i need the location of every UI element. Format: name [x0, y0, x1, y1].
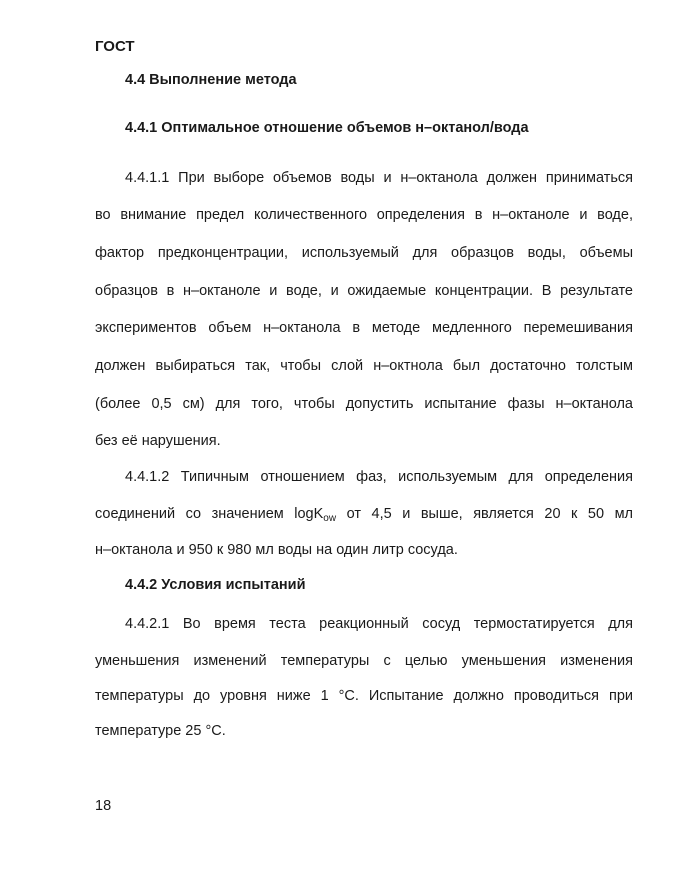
paragraph-line: температуре 25 °С. — [95, 723, 226, 739]
text-span: соединений со значением logK — [95, 506, 324, 522]
paragraph-line: 4.4.1.2 Типичным отношением фаз, используемым для определения — [125, 469, 633, 485]
paragraph-line-logkow — [95, 504, 633, 529]
section-heading-4-4-1: 4.4.1 Оптимальное отношение объемов н–октанол/вода — [125, 120, 529, 136]
page-number: 18 — [95, 798, 112, 814]
paragraph-line: температуры до уровня ниже 1 °С. Испытание должно проводиться при — [95, 688, 633, 704]
paragraph-line: н–октанола и 950 к 980 мл воды на один литр сосуда. — [95, 542, 458, 558]
paragraph-line: экспериментов объем н–октанола в методе медленного перемешивания — [95, 320, 633, 336]
section-heading-4-4-2: 4.4.2 Условия испытаний — [125, 577, 306, 593]
paragraph-line: фактор предконцентрации, используемый для образцов воды, объемы — [95, 245, 633, 261]
paragraph-line: без её нарушения. — [95, 433, 221, 449]
paragraph-line: во внимание предел количественного определения в н–октаноле и воде, — [95, 207, 633, 223]
paragraph-line: 4.4.2.1 Во время теста реакционный сосуд термостатируется для — [125, 616, 633, 632]
paragraph-line: 4.4.1.1 При выборе объемов воды и н–октанола должен приниматься — [125, 170, 633, 186]
paragraph-line: образцов в н–октаноле и воде, и ожидаемые концентрации. В результате — [95, 283, 633, 299]
document-header: ГОСТ — [95, 38, 135, 55]
subscript-ow: ow — [323, 513, 337, 524]
paragraph-line: уменьшения изменений температуры с целью уменьшения изменения — [95, 653, 633, 669]
paragraph-line: должен выбираться так, чтобы слой н–октнола был достаточно толстым — [95, 358, 633, 374]
section-heading-4-4: 4.4 Выполнение метода — [125, 72, 297, 88]
paragraph-line: (более 0,5 см) для того, чтобы допустить испытание фазы н–октанола — [95, 396, 633, 412]
text-span: от 4,5 и выше, является 20 к 50 мл — [336, 506, 634, 522]
